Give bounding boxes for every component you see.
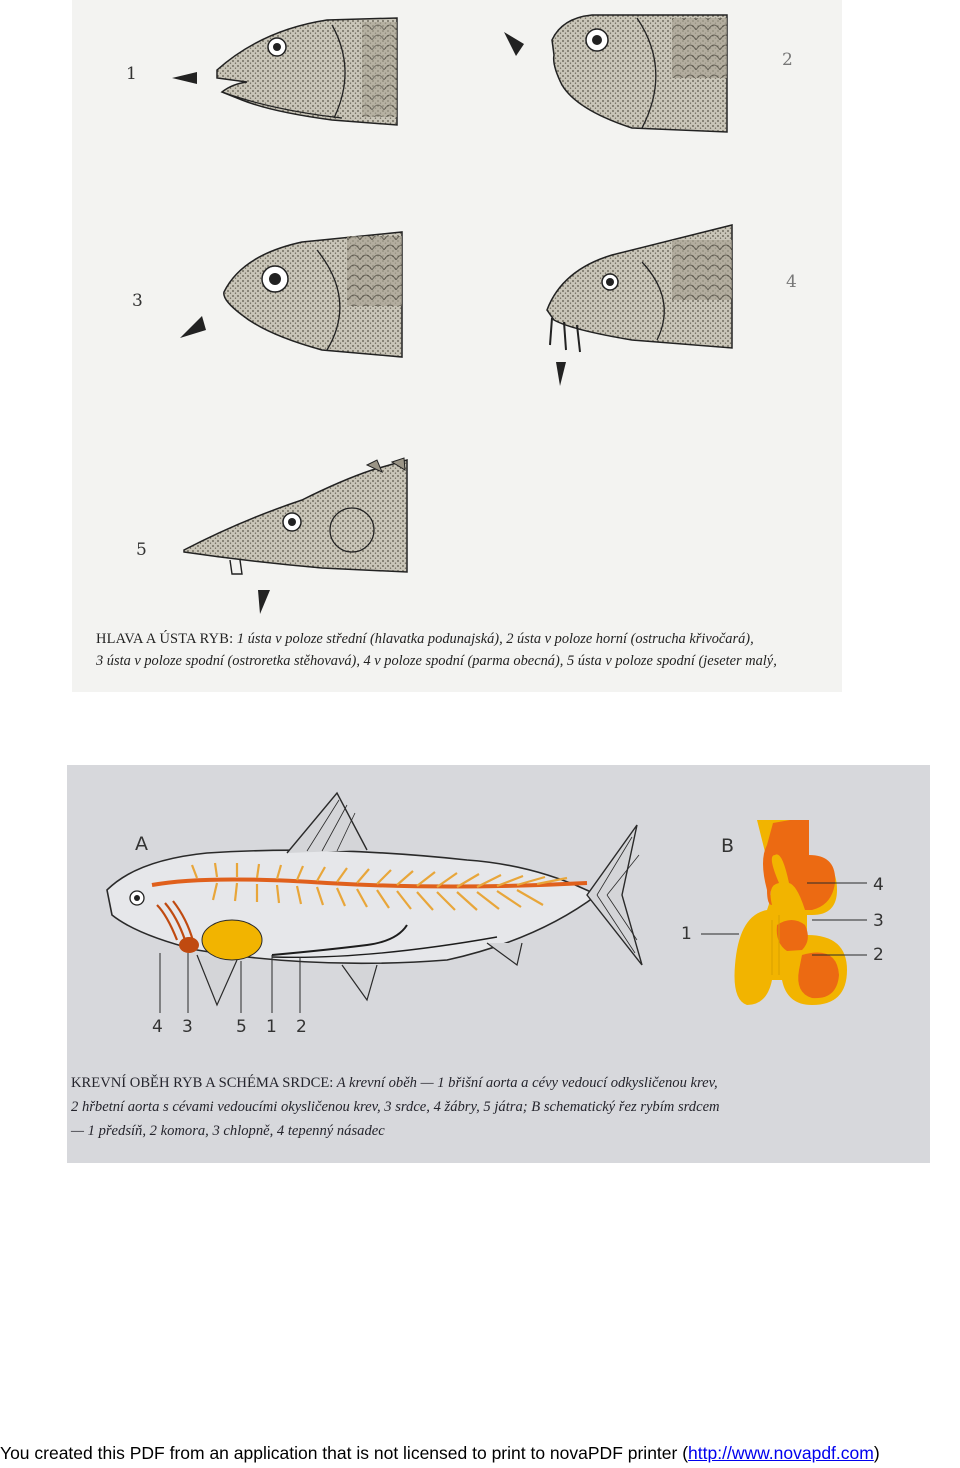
- pointer-2: [504, 32, 524, 56]
- caption-line-2: 3 ústa v poloze spodní (ostroretka stěhovavá), 4 v poloze spodní (parma obecná), 5 ústa v poloze spodní (jeseter malý,: [96, 653, 777, 669]
- pointer-1: [172, 72, 197, 84]
- fish-heads-illustration: [72, 0, 842, 630]
- figure-number-1: 1: [126, 64, 137, 84]
- panel-b-label: B: [721, 835, 735, 857]
- a-number-2: 2: [296, 1017, 307, 1037]
- caption2-line-3: — 1 předsíň, 2 komora, 3 chlopně, 4 tepenný násadec: [71, 1123, 385, 1139]
- panel-a-label: A: [135, 833, 148, 855]
- blood-circulation-scan: [67, 765, 930, 1163]
- caption-title: HLAVA A ÚSTA RYB:: [96, 631, 234, 647]
- fish-head-5: [184, 458, 407, 574]
- figure-number-4: 4: [786, 272, 797, 292]
- circulation-diagram: [67, 765, 930, 1065]
- fish-head-1: [217, 18, 397, 125]
- caption-line-1: 1 ústa v poloze střední (hlavatka podunajská), 2 ústa v poloze horní (ostrucha křivočará),: [233, 631, 754, 647]
- novapdf-link[interactable]: http://www.novapdf.com: [688, 1443, 874, 1463]
- a-number-5: 5: [236, 1017, 247, 1037]
- caption2-line-1: A krevní oběh — 1 břišní aorta a cévy vedoucí odkysličenou krev,: [333, 1075, 718, 1091]
- fish-heads-caption: [96, 628, 842, 672]
- a-number-4: 4: [152, 1017, 163, 1037]
- footer-close: ): [873, 1443, 880, 1463]
- fish-body: [107, 793, 642, 1005]
- pointer-4: [556, 362, 566, 386]
- a-number-3: 3: [182, 1017, 193, 1037]
- circulation-caption: [71, 1071, 926, 1143]
- b-number-2: 2: [873, 945, 884, 965]
- fish-head-4: [547, 225, 732, 352]
- b-number-1: 1: [681, 924, 692, 944]
- pointer-3: [180, 316, 206, 338]
- b-number-3: 3: [873, 911, 884, 931]
- figure-number-5: 5: [136, 540, 147, 560]
- pointer-5: [258, 590, 270, 614]
- footer-text: You created this PDF from an application that is not licensed to print to novaPDF printer (: [0, 1443, 689, 1463]
- figure-number-3: 3: [132, 291, 143, 311]
- caption2-title: KREVNÍ OBĚH RYB A SCHÉMA SRDCE:: [71, 1075, 334, 1091]
- fish-heads-scan: [72, 0, 842, 692]
- figure-number-2: 2: [782, 50, 793, 70]
- novapdf-footer: [0, 1443, 960, 1468]
- b-number-4: 4: [873, 875, 884, 895]
- fish-head-3: [224, 232, 402, 357]
- caption2-line-2: 2 hřbetní aorta s cévami vedoucími okysličenou krev, 3 srdce, 4 žábry, 5 játra; B schematický řez rybím srdcem: [71, 1099, 720, 1115]
- fish-head-2: [552, 15, 727, 132]
- a-number-1: 1: [266, 1017, 277, 1037]
- heart-schema: [735, 820, 848, 1005]
